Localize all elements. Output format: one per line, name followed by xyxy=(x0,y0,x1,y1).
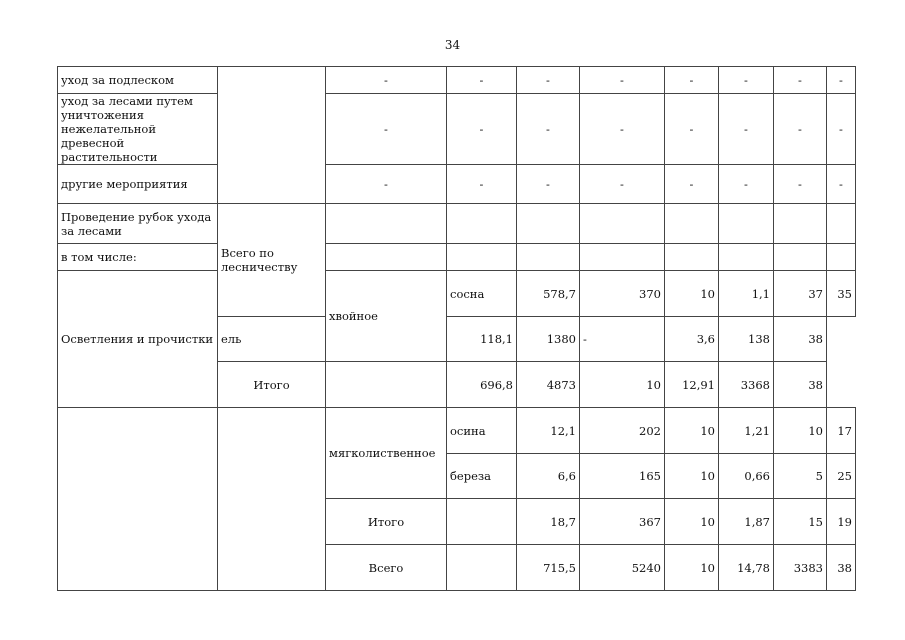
subtotal-label: Итого xyxy=(326,499,447,545)
table-cell: 10 xyxy=(580,362,665,408)
table-cell: 10 xyxy=(665,499,719,545)
empty-cell xyxy=(218,408,326,591)
row-label: уход за лесами путем уничтожения нежелательной древесной растительности xyxy=(58,94,218,165)
group-label: мягколиственное xyxy=(326,408,447,499)
table-cell: 14,78 xyxy=(719,545,774,591)
empty-cell xyxy=(447,545,517,591)
empty-cell xyxy=(447,499,517,545)
table-cell: 1,21 xyxy=(719,408,774,454)
table-cell: - xyxy=(827,165,856,204)
table-cell: 19 xyxy=(827,499,856,545)
table-cell: 1,1 xyxy=(719,271,774,317)
row-label: в том числе: xyxy=(58,244,218,271)
table-cell: - xyxy=(326,94,447,165)
table-cell: - xyxy=(665,67,719,94)
table-row xyxy=(58,67,856,94)
table-cell: 38 xyxy=(827,545,856,591)
species-label: береза xyxy=(447,454,517,499)
table-cell: 38 xyxy=(774,362,827,408)
empty-cell xyxy=(719,204,774,244)
table-cell: 12,91 xyxy=(665,362,719,408)
table-cell: - xyxy=(517,165,580,204)
empty-cell xyxy=(665,244,719,271)
table-cell: - xyxy=(665,165,719,204)
empty-cell xyxy=(719,244,774,271)
table-cell: - xyxy=(774,165,827,204)
empty-cell xyxy=(447,244,517,271)
table-cell: 5240 xyxy=(580,545,665,591)
empty-cell xyxy=(218,67,326,204)
row-label: другие мероприятия xyxy=(58,165,218,204)
table-row xyxy=(58,204,856,244)
table-cell: 3368 xyxy=(719,362,774,408)
table-cell: - xyxy=(326,165,447,204)
table-cell: - xyxy=(580,317,665,362)
table-cell: - xyxy=(719,165,774,204)
table-cell: 17 xyxy=(827,408,856,454)
empty-cell xyxy=(447,204,517,244)
table-cell: 15 xyxy=(774,499,827,545)
table-cell: 38 xyxy=(774,317,827,362)
group-label: хвойное xyxy=(326,271,447,362)
row-label: Проведение рубок ухода за лесами xyxy=(58,204,218,244)
empty-cell xyxy=(517,244,580,271)
species-label: сосна xyxy=(447,271,517,317)
table-cell: 118,1 xyxy=(447,317,517,362)
table-cell: - xyxy=(774,67,827,94)
table-cell: - xyxy=(719,94,774,165)
empty-cell xyxy=(827,204,856,244)
table-cell: 10 xyxy=(665,545,719,591)
table-cell: 5 xyxy=(774,454,827,499)
table-cell: 25 xyxy=(827,454,856,499)
table-cell: 1,87 xyxy=(719,499,774,545)
table-cell: - xyxy=(665,94,719,165)
row-label: уход за подлеском xyxy=(58,67,218,94)
table-cell: 35 xyxy=(827,271,856,317)
table-row xyxy=(58,94,856,165)
table-cell: 0,66 xyxy=(719,454,774,499)
table-cell: 10 xyxy=(774,408,827,454)
table-cell: - xyxy=(447,94,517,165)
table-cell: 138 xyxy=(719,317,774,362)
total-label: Всего xyxy=(326,545,447,591)
table-cell: 202 xyxy=(580,408,665,454)
table-cell: 3383 xyxy=(774,545,827,591)
table-row xyxy=(58,165,856,204)
empty-cell xyxy=(58,408,218,591)
table-cell: - xyxy=(580,94,665,165)
table-row xyxy=(58,271,856,317)
table-cell: 165 xyxy=(580,454,665,499)
empty-cell xyxy=(827,244,856,271)
table-cell: - xyxy=(517,94,580,165)
table-cell: 18,7 xyxy=(517,499,580,545)
table-cell: 10 xyxy=(665,408,719,454)
table-cell: 367 xyxy=(580,499,665,545)
page-number: 34 xyxy=(444,38,461,52)
table-cell: 10 xyxy=(665,271,719,317)
forest-care-table xyxy=(57,66,856,591)
table-cell: 12,1 xyxy=(517,408,580,454)
empty-cell xyxy=(774,244,827,271)
empty-cell xyxy=(665,204,719,244)
table-cell: - xyxy=(580,67,665,94)
empty-cell xyxy=(580,204,665,244)
table-cell: 4873 xyxy=(517,362,580,408)
subtotal-label: Итого xyxy=(218,362,326,408)
table-cell: 37 xyxy=(774,271,827,317)
table-cell: - xyxy=(326,67,447,94)
table-cell: 696,8 xyxy=(447,362,517,408)
row-label: Осветления и прочистки xyxy=(58,271,218,408)
table-cell: - xyxy=(447,67,517,94)
table-cell: - xyxy=(719,67,774,94)
empty-cell xyxy=(326,362,447,408)
district-total-label: Всего по лесничеству xyxy=(218,204,326,317)
table-cell: 578,7 xyxy=(517,271,580,317)
table-row xyxy=(58,408,856,454)
table-cell: - xyxy=(580,165,665,204)
empty-cell xyxy=(326,204,447,244)
table-cell: - xyxy=(447,165,517,204)
table-cell: 1380 xyxy=(517,317,580,362)
empty-cell xyxy=(326,244,447,271)
table-cell: 10 xyxy=(665,454,719,499)
table-row xyxy=(58,244,856,271)
empty-cell xyxy=(517,204,580,244)
table-cell: - xyxy=(827,67,856,94)
table-cell: - xyxy=(517,67,580,94)
species-label: осина xyxy=(447,408,517,454)
species-label: ель xyxy=(218,317,326,362)
table-cell: 715,5 xyxy=(517,545,580,591)
table-cell: - xyxy=(774,94,827,165)
table-cell: 3,6 xyxy=(665,317,719,362)
empty-cell xyxy=(580,244,665,271)
table-cell: 370 xyxy=(580,271,665,317)
empty-cell xyxy=(774,204,827,244)
table-cell: 6,6 xyxy=(517,454,580,499)
table-cell: - xyxy=(827,94,856,165)
